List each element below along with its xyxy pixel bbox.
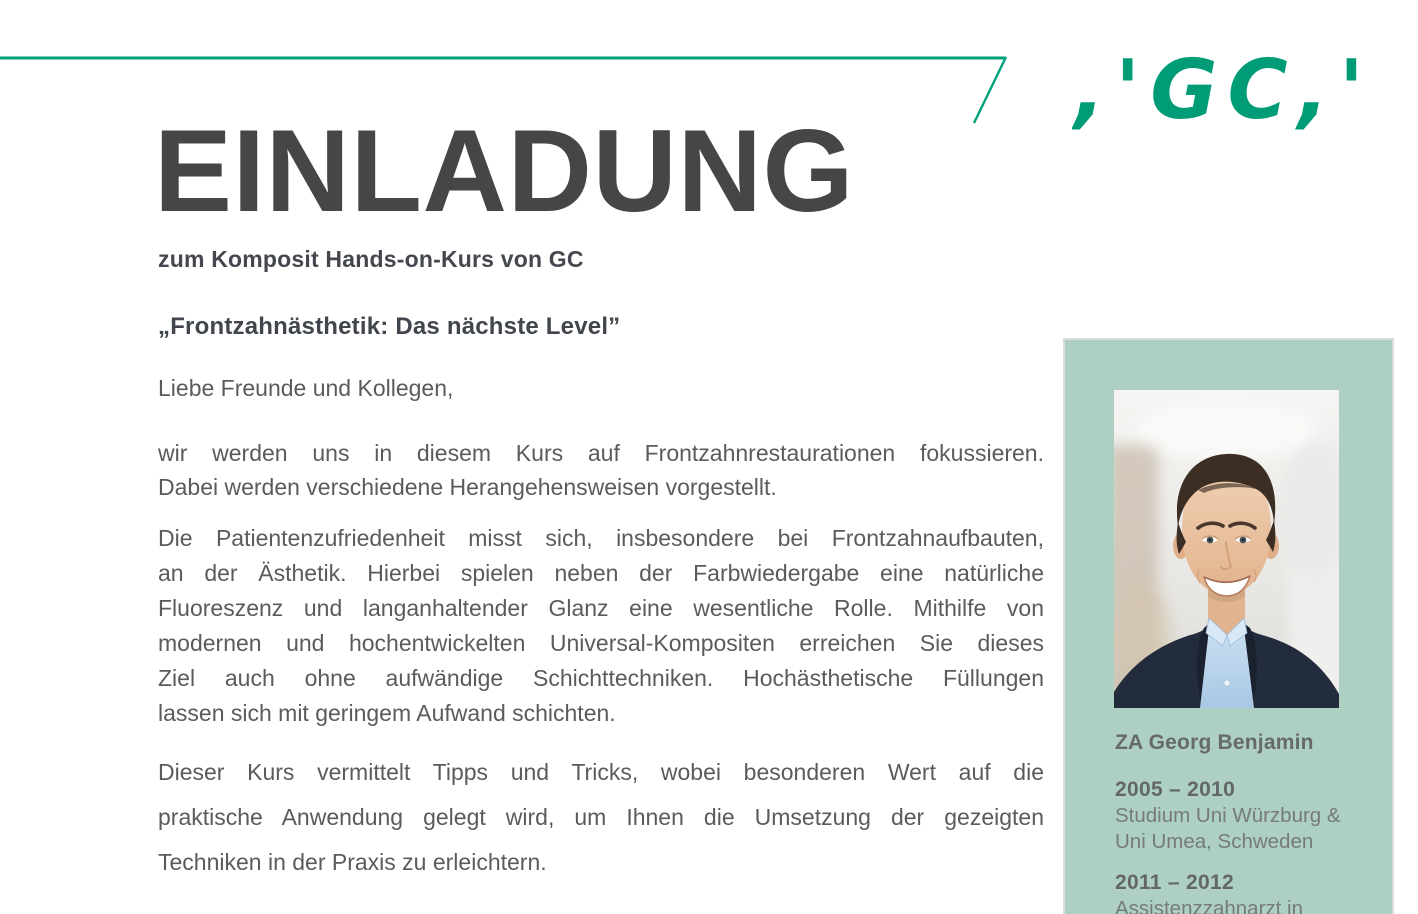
text-line: praktische Anwendung gelegt wird, um Ihnen die Umsetzung der gezeigten [158,804,1044,830]
cv-entry [1115,778,1378,854]
speaker-caption [1115,731,1378,914]
paragraph-intro [158,436,1044,504]
text-line: modernen und hochentwickelten Universal-Kompositen erreichen Sie dieses [158,630,1044,656]
text-line: Fluoreszenz und langanhaltender Glanz eine wesentliche Rolle. Mithilfe von [158,595,1044,621]
paragraph-course-goals [158,750,1044,885]
text-line: Ziel auch ohne aufwändige Schichttechniken. Hochästhetische Füllungen [158,665,1044,691]
course-quote-title: „Frontzahnästhetik: Das nächste Level” [158,313,621,340]
text-line: Techniken in der Praxis zu erleichtern. [158,849,547,875]
gc-logo [1072,32,1382,136]
cv-detail: Uni Umea, Schweden [1115,829,1314,853]
cv-detail: Assistenzzahnarzt in [1115,897,1304,914]
cv-detail: Studium Uni Würzburg & [1115,804,1341,827]
cv-entry [1115,871,1378,914]
paragraph-aesthetics [158,521,1044,731]
speaker-photo [1114,390,1339,708]
text-line: Dabei werden verschiedene Herangehensweisen vorgestellt. [158,474,777,500]
gc-logo-text: ,'GC,' [1074,43,1374,136]
cv-period: 2005 – 2010 [1115,778,1236,801]
text-line: Die Patientenzufriedenheit misst sich, insbesondere bei Frontzahnaufbauten, [158,525,1044,551]
salutation: Liebe Freunde und Kollegen, [158,375,454,401]
speaker-card [1063,338,1394,914]
text-line: lassen sich mit geringem Aufwand schichten. [158,700,616,726]
cv-period: 2011 – 2012 [1115,871,1234,894]
text-line: Dieser Kurs vermittelt Tipps und Tricks, wobei besonderen Wert auf die [158,759,1044,785]
page-title: EINLADUNG [154,105,854,236]
speaker-name: ZA Georg Benjamin [1115,731,1314,754]
text-line: wir werden uns in diesem Kurs auf Frontzahnrestaurationen fokussieren. [158,440,1044,466]
text-line: an der Ästhetik. Hierbei spielen neben der Farbwiedergabe eine natürliche [158,560,1044,586]
course-subtitle: zum Komposit Hands-on-Kurs von GC [158,246,584,272]
